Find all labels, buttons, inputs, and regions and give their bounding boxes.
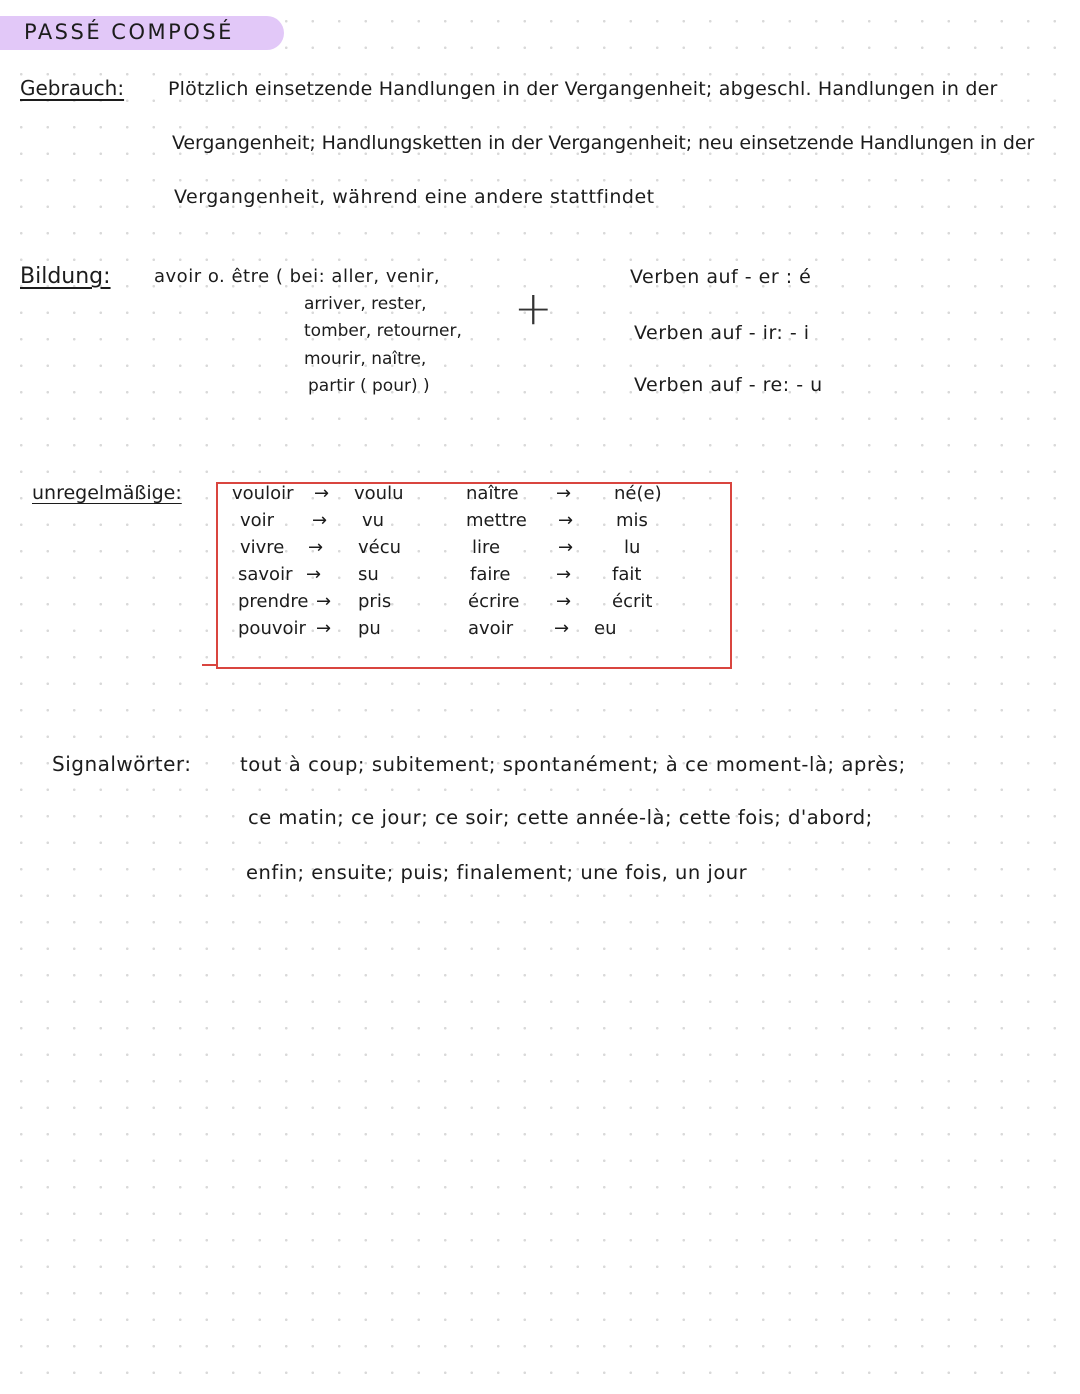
infinitive: écrire	[468, 591, 520, 612]
participle: né(e)	[614, 483, 662, 504]
infinitive: prendre	[238, 591, 309, 612]
plus-sign: +	[514, 281, 553, 335]
arrow-icon: →	[556, 591, 572, 612]
arrow-icon: →	[558, 537, 574, 558]
arrow-icon: →	[556, 564, 572, 585]
arrow-icon: →	[306, 564, 322, 585]
ending-ir: Verben auf - ir: - i	[634, 322, 810, 344]
participle: vu	[362, 510, 385, 531]
signal-heading: Signalwörter:	[52, 752, 192, 776]
page-title: PASSÉ COMPOSÉ	[24, 20, 234, 44]
bildung-aux: avoir o. être ( bei: aller, venir,	[154, 266, 441, 287]
infinitive: faire	[470, 564, 511, 585]
arrow-icon: →	[558, 510, 574, 531]
arrow-icon: →	[312, 510, 328, 531]
bildung-aux-line-3: mourir, naître,	[304, 349, 427, 369]
participle: vécu	[358, 537, 402, 558]
infinitive: mettre	[466, 510, 527, 531]
arrow-icon: →	[308, 537, 324, 558]
infinitive: naître	[466, 483, 519, 504]
infinitive: savoir	[238, 564, 293, 585]
infinitive: pouvoir	[238, 618, 306, 639]
participle: fait	[612, 564, 642, 585]
participle: voulu	[354, 483, 404, 504]
participle: mis	[616, 510, 648, 531]
infinitive: avoir	[468, 618, 514, 639]
arrow-icon: →	[314, 483, 330, 504]
participle: pris	[358, 591, 392, 612]
participle: écrit	[612, 591, 653, 612]
bildung-aux-line-2: tomber, retourner,	[304, 321, 462, 341]
gebrauch-line-2: Vergangenheit; Handlungsketten in der Vergangenheit; neu einsetzende Handlungen in der	[172, 132, 1035, 154]
signal-line-1: tout à coup; subitement; spontanément; à ce moment-là; après;	[240, 753, 906, 776]
irregular-box-underline	[202, 664, 218, 666]
arrow-icon: →	[316, 618, 332, 639]
participle: eu	[594, 618, 617, 639]
gebrauch-line-3: Vergangenheit, während eine andere stattfindet	[174, 186, 655, 208]
ending-er: Verben auf - er : é	[630, 266, 812, 288]
arrow-icon: →	[316, 591, 332, 612]
arrow-icon: →	[554, 618, 570, 639]
participle: pu	[358, 618, 381, 639]
infinitive: vouloir	[232, 483, 294, 504]
gebrauch-line-1: Plötzlich einsetzende Handlungen in der Vergangenheit; abgeschl. Handlungen in der	[168, 78, 998, 100]
gebrauch-heading: Gebrauch:	[20, 76, 125, 100]
signal-line-3: enfin; ensuite; puis; finalement; une fois, un jour	[246, 861, 748, 884]
participle: lu	[624, 537, 641, 558]
signal-line-2: ce matin; ce jour; ce soir; cette année-là; cette fois; d'abord;	[248, 806, 873, 829]
participle: su	[358, 564, 379, 585]
bildung-aux-line-1: arriver, rester,	[304, 294, 427, 314]
infinitive: voir	[240, 510, 275, 531]
irregular-heading: unregelmäßige:	[32, 482, 182, 504]
bildung-aux-line-4: partir ( pour) )	[308, 376, 430, 396]
infinitive: vivre	[240, 537, 285, 558]
bildung-heading: Bildung:	[20, 264, 111, 289]
infinitive: lire	[472, 537, 501, 558]
arrow-icon: →	[556, 483, 572, 504]
ending-re: Verben auf - re: - u	[634, 374, 823, 396]
